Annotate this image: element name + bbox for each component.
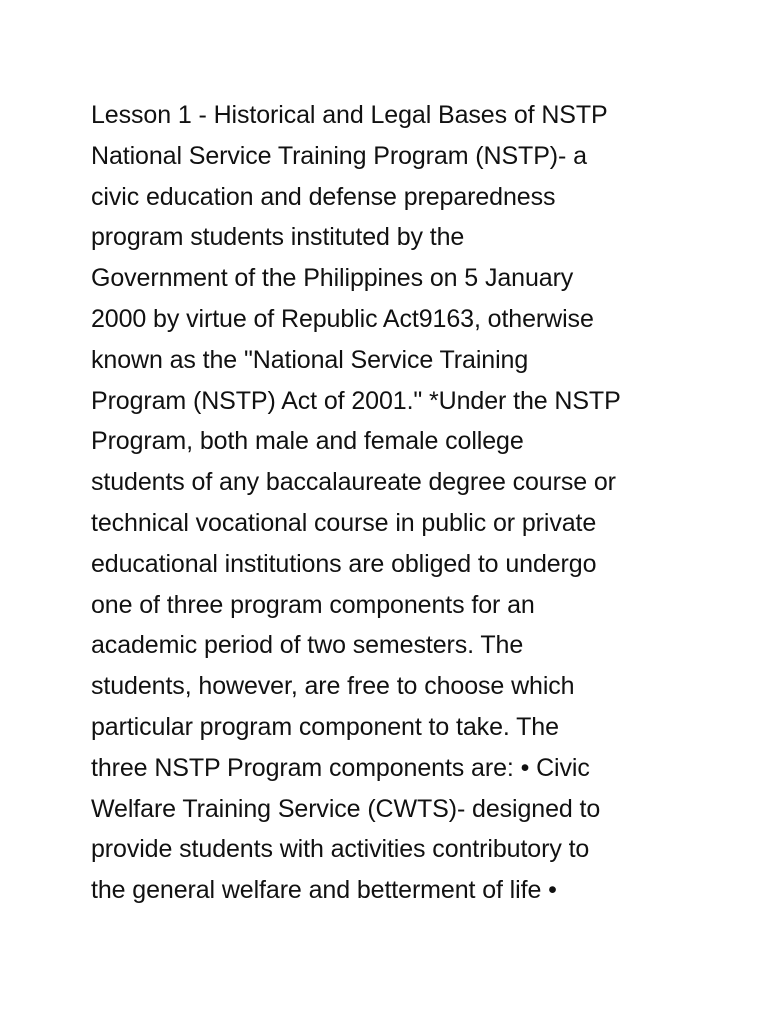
- text-line: students of any baccalaureate degree course or: [91, 468, 616, 497]
- text-line: three NSTP Program components are: • Civic: [91, 753, 590, 782]
- text-line: the general welfare and betterment of life •: [91, 876, 557, 905]
- text-line: academic period of two semesters. The: [91, 631, 524, 660]
- text-line: students, however, are free to choose which: [91, 672, 575, 701]
- text-line: one of three program components for an: [91, 590, 535, 619]
- document-body-text: [91, 95, 711, 911]
- text-line: National Service Training Program (NSTP)- a: [91, 141, 587, 170]
- text-line: 2000 by virtue of Republic Act9163, otherwise: [91, 304, 594, 333]
- text-line: program students instituted by the: [91, 223, 465, 252]
- text-line: known as the "National Service Training: [91, 345, 529, 374]
- text-line: Program, both male and female college: [91, 427, 524, 456]
- text-line: Welfare Training Service (CWTS)- designed to: [91, 794, 601, 823]
- text-line: educational institutions are obliged to undergo: [91, 549, 597, 578]
- text-line: Government of the Philippines on 5 January: [91, 264, 574, 293]
- text-line: particular program component to take. The: [91, 712, 559, 741]
- text-line: technical vocational course in public or private: [91, 508, 597, 537]
- text-line: Program (NSTP) Act of 2001." *Under the NSTP: [91, 386, 621, 415]
- text-line: Lesson 1 - Historical and Legal Bases of NSTP: [91, 101, 608, 129]
- text-line: civic education and defense preparedness: [91, 182, 556, 211]
- text-line: provide students with activities contributory to: [91, 835, 590, 864]
